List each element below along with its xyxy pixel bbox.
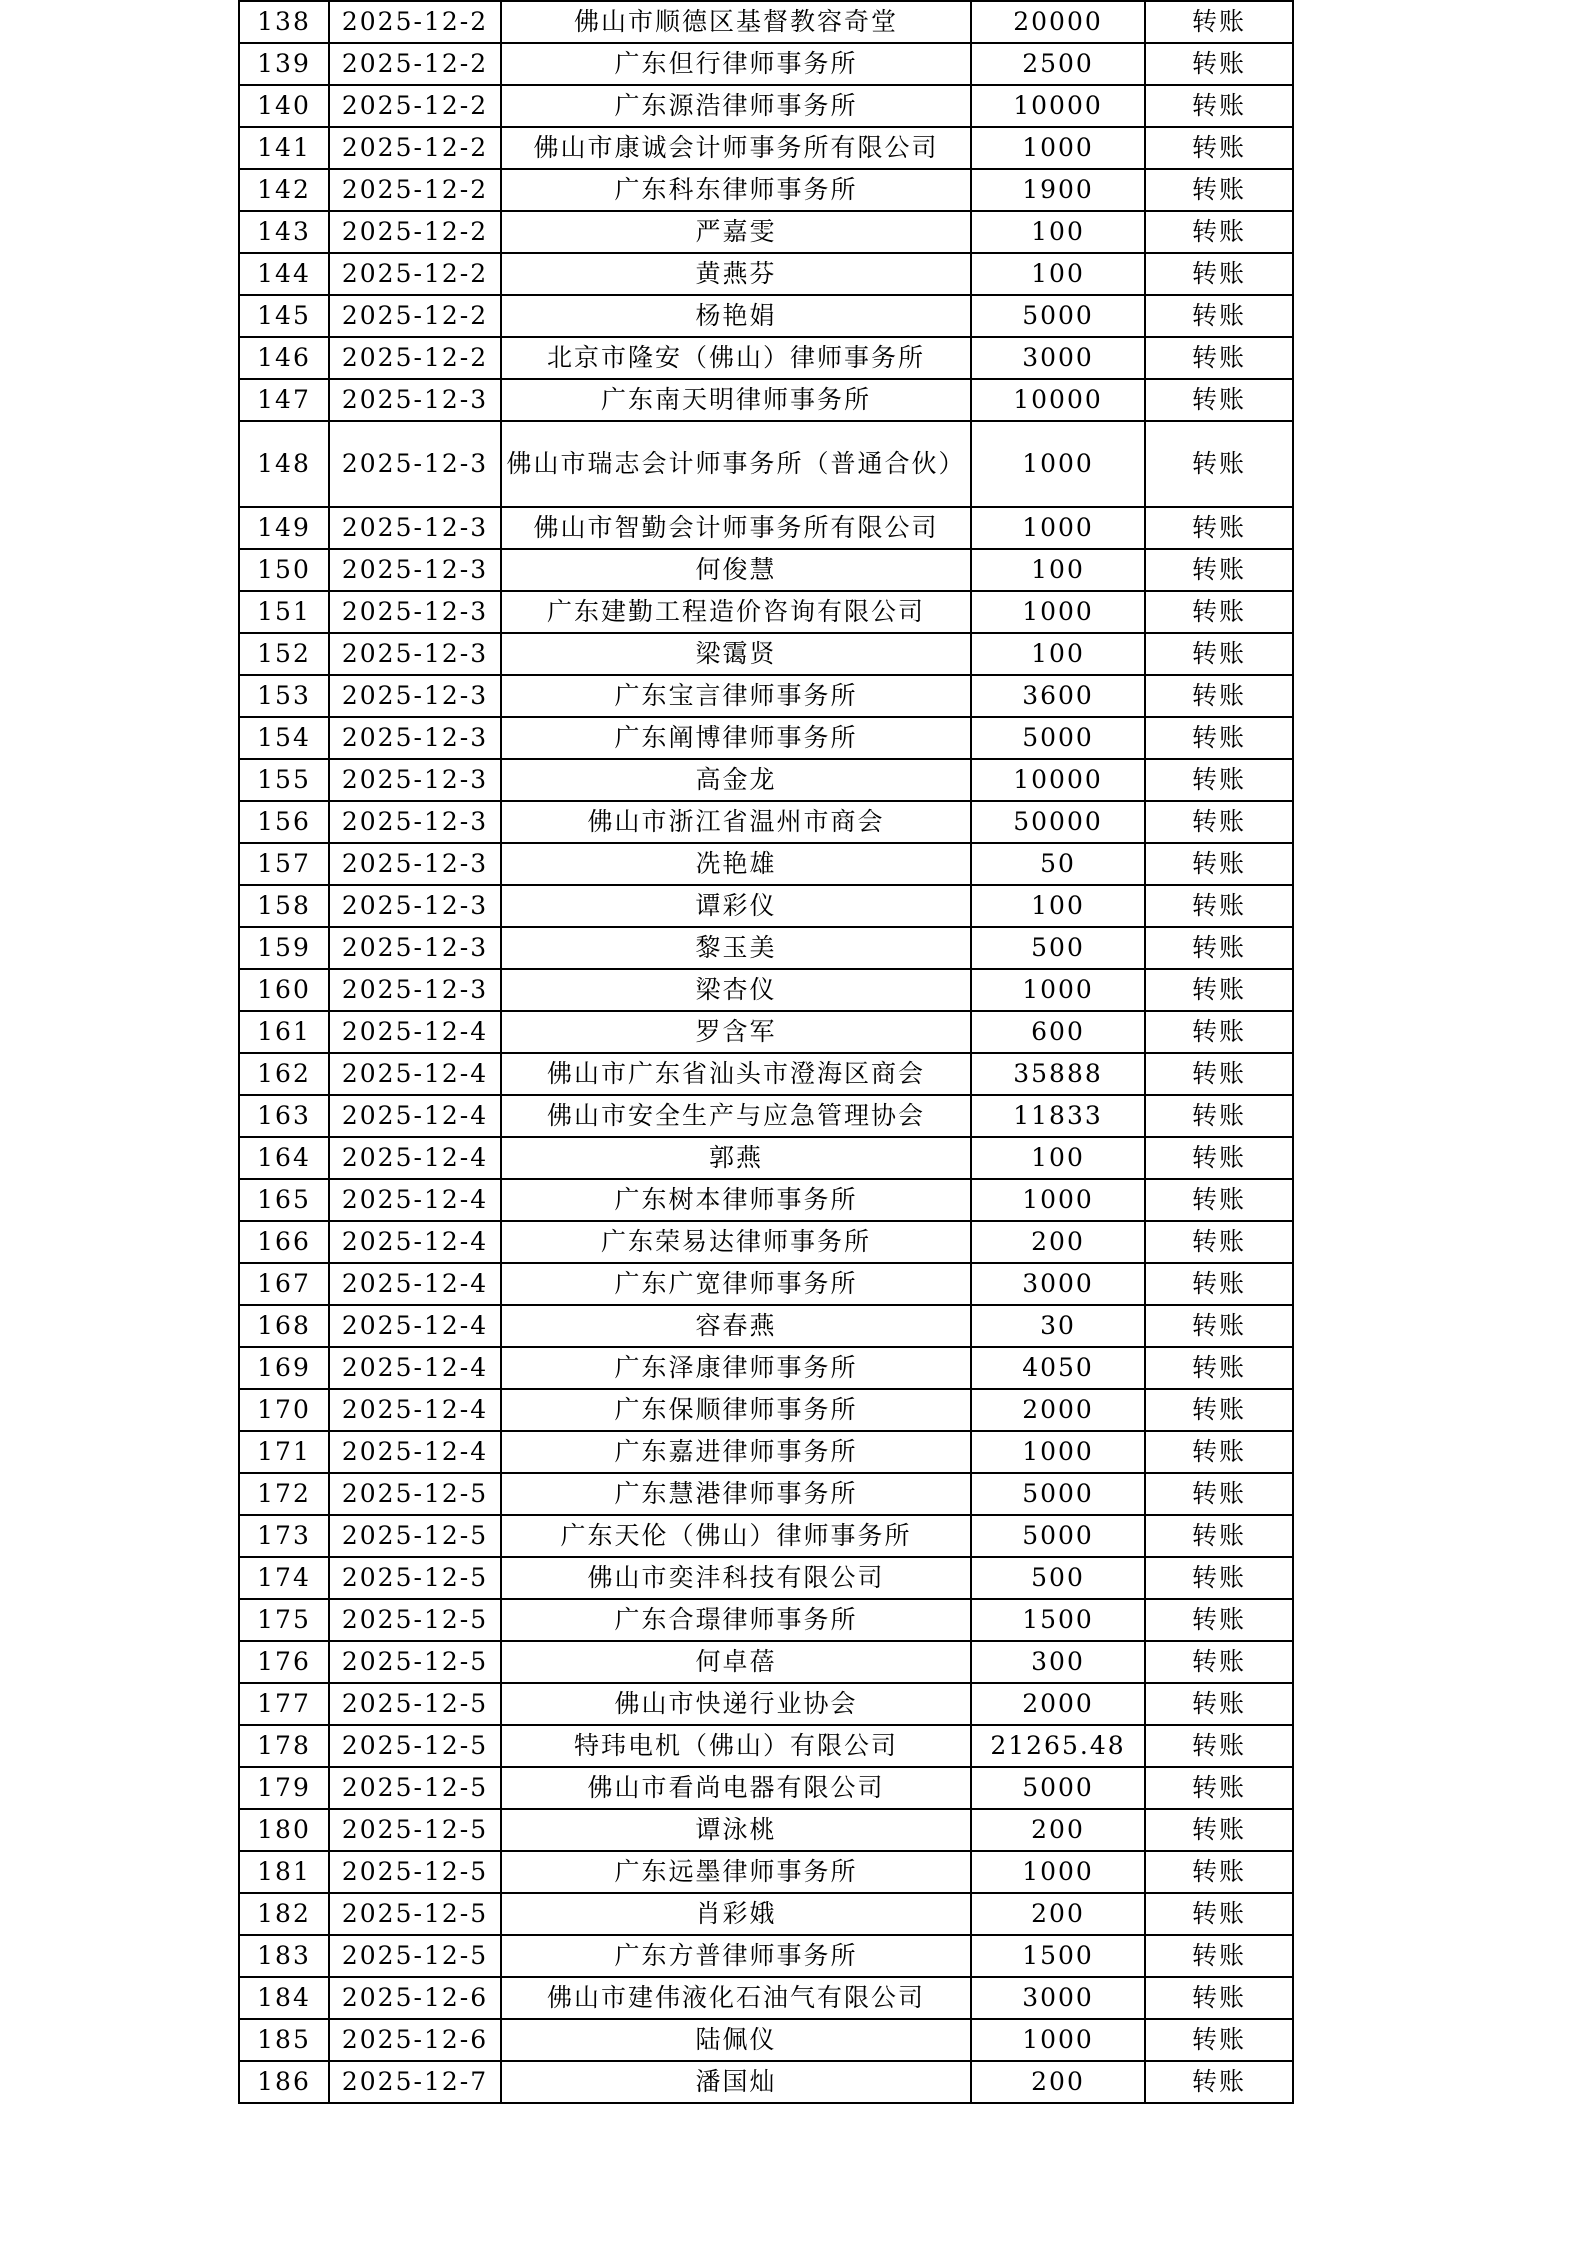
- donor-cell: 广东科东律师事务所: [501, 169, 971, 211]
- donor-cell: 广东南天明律师事务所: [501, 379, 971, 421]
- date-cell: 2025-12-4: [329, 1221, 501, 1263]
- payment-method-cell: 转账: [1145, 1977, 1293, 2019]
- date-cell: 2025-12-4: [329, 1347, 501, 1389]
- amount-cell: 100: [971, 1137, 1145, 1179]
- date-cell: 2025-12-4: [329, 1011, 501, 1053]
- table-row: [239, 1935, 1293, 1977]
- table-row: [239, 885, 1293, 927]
- donor-cell: 佛山市瑞志会计师事务所（普通合伙）: [501, 421, 971, 507]
- payment-method-cell: 转账: [1145, 927, 1293, 969]
- table-row: [239, 85, 1293, 127]
- date-cell: 2025-12-5: [329, 1557, 501, 1599]
- row-number-cell: 163: [239, 1095, 329, 1137]
- row-number-cell: 141: [239, 127, 329, 169]
- table-row: [239, 843, 1293, 885]
- row-number-cell: 172: [239, 1473, 329, 1515]
- table-row: [239, 675, 1293, 717]
- date-cell: 2025-12-3: [329, 421, 501, 507]
- row-number-cell: 170: [239, 1389, 329, 1431]
- row-number-cell: 179: [239, 1767, 329, 1809]
- date-cell: 2025-12-5: [329, 1641, 501, 1683]
- donor-cell: 广东泽康律师事务所: [501, 1347, 971, 1389]
- date-cell: 2025-12-5: [329, 1725, 501, 1767]
- payment-method-cell: 转账: [1145, 253, 1293, 295]
- payment-method-cell: 转账: [1145, 1221, 1293, 1263]
- table-row: [239, 1515, 1293, 1557]
- amount-cell: 5000: [971, 1473, 1145, 1515]
- donor-cell: 罗含军: [501, 1011, 971, 1053]
- row-number-cell: 162: [239, 1053, 329, 1095]
- date-cell: 2025-12-2: [329, 169, 501, 211]
- table-row: [239, 1305, 1293, 1347]
- row-number-cell: 152: [239, 633, 329, 675]
- payment-method-cell: 转账: [1145, 1095, 1293, 1137]
- date-cell: 2025-12-5: [329, 1683, 501, 1725]
- table-row: [239, 717, 1293, 759]
- payment-method-cell: 转账: [1145, 1809, 1293, 1851]
- donor-cell: 谭彩仪: [501, 885, 971, 927]
- donation-table: [238, 0, 1294, 2104]
- table-row: [239, 549, 1293, 591]
- date-cell: 2025-12-2: [329, 253, 501, 295]
- date-cell: 2025-12-3: [329, 843, 501, 885]
- date-cell: 2025-12-2: [329, 1, 501, 43]
- row-number-cell: 167: [239, 1263, 329, 1305]
- payment-method-cell: 转账: [1145, 379, 1293, 421]
- payment-method-cell: 转账: [1145, 1305, 1293, 1347]
- donor-cell: 广东树本律师事务所: [501, 1179, 971, 1221]
- row-number-cell: 157: [239, 843, 329, 885]
- row-number-cell: 159: [239, 927, 329, 969]
- payment-method-cell: 转账: [1145, 843, 1293, 885]
- payment-method-cell: 转账: [1145, 1767, 1293, 1809]
- amount-cell: 300: [971, 1641, 1145, 1683]
- date-cell: 2025-12-5: [329, 1935, 501, 1977]
- date-cell: 2025-12-3: [329, 885, 501, 927]
- row-number-cell: 166: [239, 1221, 329, 1263]
- amount-cell: 50000: [971, 801, 1145, 843]
- payment-method-cell: 转账: [1145, 211, 1293, 253]
- row-number-cell: 151: [239, 591, 329, 633]
- amount-cell: 1000: [971, 591, 1145, 633]
- amount-cell: 30: [971, 1305, 1145, 1347]
- row-number-cell: 186: [239, 2061, 329, 2103]
- payment-method-cell: 转账: [1145, 675, 1293, 717]
- row-number-cell: 161: [239, 1011, 329, 1053]
- amount-cell: 1500: [971, 1599, 1145, 1641]
- date-cell: 2025-12-7: [329, 2061, 501, 2103]
- amount-cell: 5000: [971, 1515, 1145, 1557]
- date-cell: 2025-12-3: [329, 927, 501, 969]
- donor-cell: 广东远墨律师事务所: [501, 1851, 971, 1893]
- date-cell: 2025-12-3: [329, 759, 501, 801]
- donor-cell: 广东阐博律师事务所: [501, 717, 971, 759]
- date-cell: 2025-12-4: [329, 1305, 501, 1347]
- payment-method-cell: 转账: [1145, 801, 1293, 843]
- amount-cell: 11833: [971, 1095, 1145, 1137]
- amount-cell: 1000: [971, 1431, 1145, 1473]
- row-number-cell: 181: [239, 1851, 329, 1893]
- date-cell: 2025-12-4: [329, 1431, 501, 1473]
- donor-cell: 谭泳桃: [501, 1809, 971, 1851]
- table-row: [239, 591, 1293, 633]
- donor-cell: 广东广宽律师事务所: [501, 1263, 971, 1305]
- table-row: [239, 1977, 1293, 2019]
- donor-cell: 广东方普律师事务所: [501, 1935, 971, 1977]
- payment-method-cell: 转账: [1145, 1935, 1293, 1977]
- payment-method-cell: 转账: [1145, 549, 1293, 591]
- payment-method-cell: 转账: [1145, 1263, 1293, 1305]
- table-row: [239, 1137, 1293, 1179]
- row-number-cell: 182: [239, 1893, 329, 1935]
- payment-method-cell: 转账: [1145, 507, 1293, 549]
- payment-method-cell: 转账: [1145, 169, 1293, 211]
- date-cell: 2025-12-3: [329, 801, 501, 843]
- payment-method-cell: 转账: [1145, 759, 1293, 801]
- donor-cell: 佛山市顺德区基督教容奇堂: [501, 1, 971, 43]
- row-number-cell: 150: [239, 549, 329, 591]
- row-number-cell: 177: [239, 1683, 329, 1725]
- table-row: [239, 379, 1293, 421]
- amount-cell: 2000: [971, 1683, 1145, 1725]
- amount-cell: 3000: [971, 337, 1145, 379]
- donor-cell: 佛山市浙江省温州市商会: [501, 801, 971, 843]
- row-number-cell: 173: [239, 1515, 329, 1557]
- row-number-cell: 142: [239, 169, 329, 211]
- donor-cell: 陆佩仪: [501, 2019, 971, 2061]
- date-cell: 2025-12-2: [329, 295, 501, 337]
- amount-cell: 4050: [971, 1347, 1145, 1389]
- amount-cell: 100: [971, 211, 1145, 253]
- table-row: [239, 1221, 1293, 1263]
- row-number-cell: 140: [239, 85, 329, 127]
- payment-method-cell: 转账: [1145, 1389, 1293, 1431]
- date-cell: 2025-12-2: [329, 211, 501, 253]
- table-row: [239, 1431, 1293, 1473]
- row-number-cell: 143: [239, 211, 329, 253]
- table-row: [239, 1179, 1293, 1221]
- row-number-cell: 155: [239, 759, 329, 801]
- row-number-cell: 185: [239, 2019, 329, 2061]
- amount-cell: 21265.48: [971, 1725, 1145, 1767]
- amount-cell: 200: [971, 2061, 1145, 2103]
- amount-cell: 2000: [971, 1389, 1145, 1431]
- payment-method-cell: 转账: [1145, 1515, 1293, 1557]
- row-number-cell: 149: [239, 507, 329, 549]
- date-cell: 2025-12-3: [329, 591, 501, 633]
- table-row: [239, 759, 1293, 801]
- donor-cell: 佛山市快递行业协会: [501, 1683, 971, 1725]
- payment-method-cell: 转账: [1145, 1179, 1293, 1221]
- row-number-cell: 158: [239, 885, 329, 927]
- payment-method-cell: 转账: [1145, 969, 1293, 1011]
- amount-cell: 200: [971, 1221, 1145, 1263]
- payment-method-cell: 转账: [1145, 633, 1293, 675]
- row-number-cell: 183: [239, 1935, 329, 1977]
- donor-cell: 北京市隆安（佛山）律师事务所: [501, 337, 971, 379]
- date-cell: 2025-12-5: [329, 1893, 501, 1935]
- donor-cell: 严嘉雯: [501, 211, 971, 253]
- payment-method-cell: 转账: [1145, 421, 1293, 507]
- table-row: [239, 633, 1293, 675]
- row-number-cell: 146: [239, 337, 329, 379]
- payment-method-cell: 转账: [1145, 1431, 1293, 1473]
- amount-cell: 200: [971, 1809, 1145, 1851]
- amount-cell: 100: [971, 549, 1145, 591]
- date-cell: 2025-12-5: [329, 1473, 501, 1515]
- table-row: [239, 507, 1293, 549]
- date-cell: 2025-12-2: [329, 85, 501, 127]
- donor-cell: 佛山市广东省汕头市澄海区商会: [501, 1053, 971, 1095]
- row-number-cell: 175: [239, 1599, 329, 1641]
- donor-cell: 佛山市奕沣科技有限公司: [501, 1557, 971, 1599]
- row-number-cell: 139: [239, 43, 329, 85]
- amount-cell: 500: [971, 1557, 1145, 1599]
- date-cell: 2025-12-2: [329, 43, 501, 85]
- table-row: [239, 1347, 1293, 1389]
- row-number-cell: 160: [239, 969, 329, 1011]
- amount-cell: 1500: [971, 1935, 1145, 1977]
- date-cell: 2025-12-6: [329, 2019, 501, 2061]
- donor-cell: 佛山市看尚电器有限公司: [501, 1767, 971, 1809]
- table-row: [239, 1263, 1293, 1305]
- table-row: [239, 969, 1293, 1011]
- row-number-cell: 138: [239, 1, 329, 43]
- table-row: [239, 169, 1293, 211]
- table-row: [239, 1809, 1293, 1851]
- row-number-cell: 154: [239, 717, 329, 759]
- date-cell: 2025-12-5: [329, 1767, 501, 1809]
- amount-cell: 3600: [971, 675, 1145, 717]
- payment-method-cell: 转账: [1145, 1053, 1293, 1095]
- table-row: [239, 2061, 1293, 2103]
- payment-method-cell: 转账: [1145, 591, 1293, 633]
- amount-cell: 1000: [971, 1851, 1145, 1893]
- date-cell: 2025-12-4: [329, 1263, 501, 1305]
- donor-cell: 佛山市建伟液化石油气有限公司: [501, 1977, 971, 2019]
- date-cell: 2025-12-4: [329, 1179, 501, 1221]
- amount-cell: 1900: [971, 169, 1145, 211]
- donor-cell: 容春燕: [501, 1305, 971, 1347]
- payment-method-cell: 转账: [1145, 337, 1293, 379]
- amount-cell: 10000: [971, 85, 1145, 127]
- donor-cell: 佛山市智勤会计师事务所有限公司: [501, 507, 971, 549]
- date-cell: 2025-12-2: [329, 337, 501, 379]
- date-cell: 2025-12-3: [329, 675, 501, 717]
- payment-method-cell: 转账: [1145, 1473, 1293, 1515]
- donor-cell: 广东慧港律师事务所: [501, 1473, 971, 1515]
- amount-cell: 3000: [971, 1263, 1145, 1305]
- amount-cell: 1000: [971, 421, 1145, 507]
- table-row: [239, 2019, 1293, 2061]
- donor-cell: 潘国灿: [501, 2061, 971, 2103]
- table-row: [239, 1725, 1293, 1767]
- table-row: [239, 1053, 1293, 1095]
- payment-method-cell: 转账: [1145, 1893, 1293, 1935]
- row-number-cell: 178: [239, 1725, 329, 1767]
- donor-cell: 广东保顺律师事务所: [501, 1389, 971, 1431]
- table-row: [239, 1473, 1293, 1515]
- payment-method-cell: 转账: [1145, 885, 1293, 927]
- row-number-cell: 180: [239, 1809, 329, 1851]
- date-cell: 2025-12-3: [329, 969, 501, 1011]
- amount-cell: 5000: [971, 1767, 1145, 1809]
- table-row: [239, 295, 1293, 337]
- table-row: [239, 927, 1293, 969]
- table-row: [239, 1893, 1293, 1935]
- payment-method-cell: 转账: [1145, 1725, 1293, 1767]
- amount-cell: 200: [971, 1893, 1145, 1935]
- row-number-cell: 153: [239, 675, 329, 717]
- table-row: [239, 211, 1293, 253]
- date-cell: 2025-12-3: [329, 507, 501, 549]
- payment-method-cell: 转账: [1145, 1011, 1293, 1053]
- table-row: [239, 1, 1293, 43]
- payment-method-cell: 转账: [1145, 1641, 1293, 1683]
- donor-cell: 郭燕: [501, 1137, 971, 1179]
- amount-cell: 600: [971, 1011, 1145, 1053]
- donor-cell: 梁杏仪: [501, 969, 971, 1011]
- table-row: [239, 1641, 1293, 1683]
- row-number-cell: 147: [239, 379, 329, 421]
- payment-method-cell: 转账: [1145, 43, 1293, 85]
- row-number-cell: 148: [239, 421, 329, 507]
- amount-cell: 500: [971, 927, 1145, 969]
- payment-method-cell: 转账: [1145, 1, 1293, 43]
- amount-cell: 50: [971, 843, 1145, 885]
- date-cell: 2025-12-4: [329, 1389, 501, 1431]
- date-cell: 2025-12-3: [329, 717, 501, 759]
- donor-cell: 何俊慧: [501, 549, 971, 591]
- amount-cell: 1000: [971, 127, 1145, 169]
- amount-cell: 5000: [971, 717, 1145, 759]
- donor-cell: 肖彩娥: [501, 1893, 971, 1935]
- donor-cell: 广东嘉进律师事务所: [501, 1431, 971, 1473]
- donor-cell: 广东建勤工程造价咨询有限公司: [501, 591, 971, 633]
- table-row: [239, 43, 1293, 85]
- date-cell: 2025-12-3: [329, 379, 501, 421]
- date-cell: 2025-12-3: [329, 549, 501, 591]
- row-number-cell: 144: [239, 253, 329, 295]
- amount-cell: 100: [971, 633, 1145, 675]
- date-cell: 2025-12-5: [329, 1851, 501, 1893]
- donor-cell: 广东宝言律师事务所: [501, 675, 971, 717]
- date-cell: 2025-12-4: [329, 1137, 501, 1179]
- row-number-cell: 169: [239, 1347, 329, 1389]
- date-cell: 2025-12-5: [329, 1599, 501, 1641]
- payment-method-cell: 转账: [1145, 127, 1293, 169]
- amount-cell: 1000: [971, 969, 1145, 1011]
- payment-method-cell: 转账: [1145, 1557, 1293, 1599]
- payment-method-cell: 转账: [1145, 1851, 1293, 1893]
- table-row: [239, 127, 1293, 169]
- table-row: [239, 421, 1293, 507]
- donor-cell: 佛山市康诚会计师事务所有限公司: [501, 127, 971, 169]
- donor-cell: 特玮电机（佛山）有限公司: [501, 1725, 971, 1767]
- donor-cell: 广东荣易达律师事务所: [501, 1221, 971, 1263]
- row-number-cell: 168: [239, 1305, 329, 1347]
- donor-cell: 广东合璟律师事务所: [501, 1599, 971, 1641]
- table-row: [239, 1095, 1293, 1137]
- payment-method-cell: 转账: [1145, 1347, 1293, 1389]
- donor-cell: 杨艳娟: [501, 295, 971, 337]
- payment-method-cell: 转账: [1145, 85, 1293, 127]
- amount-cell: 1000: [971, 1179, 1145, 1221]
- row-number-cell: 165: [239, 1179, 329, 1221]
- amount-cell: 1000: [971, 2019, 1145, 2061]
- donor-cell: 何卓蓓: [501, 1641, 971, 1683]
- table-row: [239, 1851, 1293, 1893]
- date-cell: 2025-12-4: [329, 1053, 501, 1095]
- donor-cell: 高金龙: [501, 759, 971, 801]
- row-number-cell: 156: [239, 801, 329, 843]
- row-number-cell: 164: [239, 1137, 329, 1179]
- payment-method-cell: 转账: [1145, 295, 1293, 337]
- amount-cell: 100: [971, 253, 1145, 295]
- payment-method-cell: 转账: [1145, 1683, 1293, 1725]
- date-cell: 2025-12-4: [329, 1095, 501, 1137]
- donor-cell: 佛山市安全生产与应急管理协会: [501, 1095, 971, 1137]
- date-cell: 2025-12-2: [329, 127, 501, 169]
- date-cell: 2025-12-3: [329, 633, 501, 675]
- table-row: [239, 1683, 1293, 1725]
- date-cell: 2025-12-5: [329, 1515, 501, 1557]
- payment-method-cell: 转账: [1145, 2019, 1293, 2061]
- date-cell: 2025-12-5: [329, 1809, 501, 1851]
- donor-cell: 黎玉美: [501, 927, 971, 969]
- donor-cell: 黄燕芬: [501, 253, 971, 295]
- row-number-cell: 174: [239, 1557, 329, 1599]
- donor-cell: 广东天伦（佛山）律师事务所: [501, 1515, 971, 1557]
- row-number-cell: 184: [239, 1977, 329, 2019]
- donor-cell: 广东但行律师事务所: [501, 43, 971, 85]
- amount-cell: 20000: [971, 1, 1145, 43]
- table-row: [239, 253, 1293, 295]
- table-row: [239, 1767, 1293, 1809]
- amount-cell: 100: [971, 885, 1145, 927]
- payment-method-cell: 转账: [1145, 1599, 1293, 1641]
- payment-method-cell: 转账: [1145, 717, 1293, 759]
- payment-method-cell: 转账: [1145, 2061, 1293, 2103]
- donor-cell: 广东源浩律师事务所: [501, 85, 971, 127]
- amount-cell: 35888: [971, 1053, 1145, 1095]
- table-row: [239, 337, 1293, 379]
- payment-method-cell: 转账: [1145, 1137, 1293, 1179]
- amount-cell: 10000: [971, 759, 1145, 801]
- donation-table-body: [239, 1, 1293, 2103]
- row-number-cell: 176: [239, 1641, 329, 1683]
- amount-cell: 5000: [971, 295, 1145, 337]
- donor-cell: 冼艳雄: [501, 843, 971, 885]
- table-row: [239, 1389, 1293, 1431]
- amount-cell: 2500: [971, 43, 1145, 85]
- date-cell: 2025-12-6: [329, 1977, 501, 2019]
- table-row: [239, 801, 1293, 843]
- amount-cell: 1000: [971, 507, 1145, 549]
- donor-cell: 梁霭贤: [501, 633, 971, 675]
- amount-cell: 10000: [971, 379, 1145, 421]
- table-row: [239, 1011, 1293, 1053]
- table-row: [239, 1599, 1293, 1641]
- row-number-cell: 171: [239, 1431, 329, 1473]
- row-number-cell: 145: [239, 295, 329, 337]
- table-row: [239, 1557, 1293, 1599]
- amount-cell: 3000: [971, 1977, 1145, 2019]
